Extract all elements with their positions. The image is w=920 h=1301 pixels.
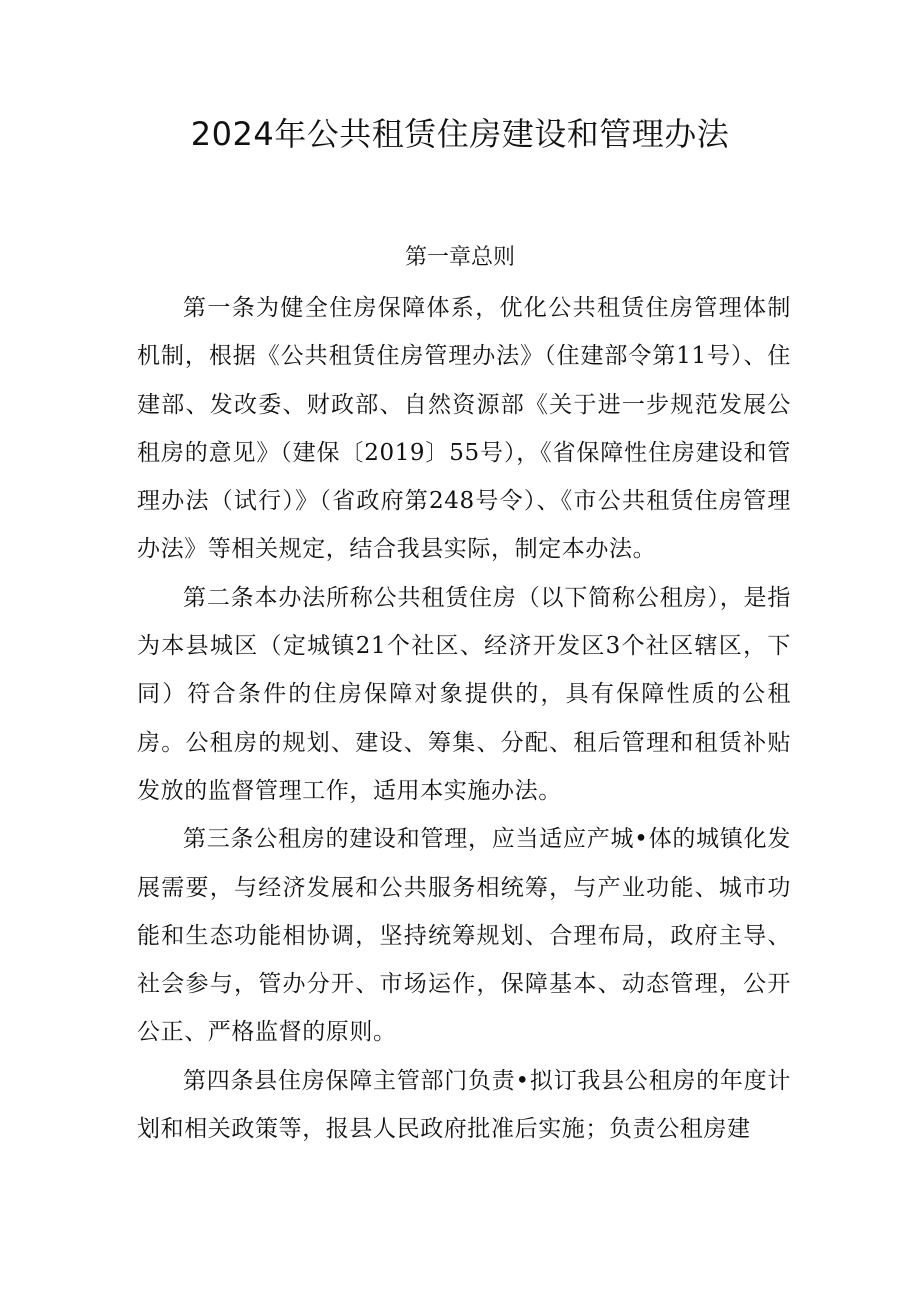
article-1: 第一条为健全住房保障体系，优化公共租赁住房管理体制机制，根据《公共租赁住房管理办法》（住建部令第11号）、住建部、发改委、财政部、自然资源部《关于进一步规范发展公租房的意见》（建保〔2019〕55号），《省保障性住房建设和管理办法（试行）》（省政府第248号令）、《市公共租赁住房管理办法》等相关规定，结合我县实际，制定本办法。 [137, 295, 791, 563]
article-4: 第四条县住房保障主管部门负责•拟订我县公租房的年度计划和相关政策等，报县人民政府批准后实施；负责公租房建 [137, 1067, 791, 1143]
document-title: 2024年公共租赁住房建设和管理办法 [190, 115, 730, 153]
article-3: 第三条公租房的建设和管理，应当适应产城•体的城镇化发展需要，与经济发展和公共服务相统筹，与产业功能、城市功能和生态功能相协调，坚持统筹规划、合理布局，政府主导、社会参与，管办分开、市场运作，保障基本、动态管理，公开公正、严格监督的原则。 [137, 826, 791, 1046]
article-2: 第二条本办法所称公共租赁住房（以下简称公租房），是指为本县城区（定城镇21个社区、经济开发区3个社区辖区，下同）符合条件的住房保障对象提供的，具有保障性质的公租房。公租房的规划、建设、筹集、分配、租后管理和租赁补贴发放的监督管理工作，适用本实施办法。 [137, 584, 791, 804]
chapter-heading: 第一章总则 [404, 245, 515, 270]
document-body [137, 284, 791, 1153]
